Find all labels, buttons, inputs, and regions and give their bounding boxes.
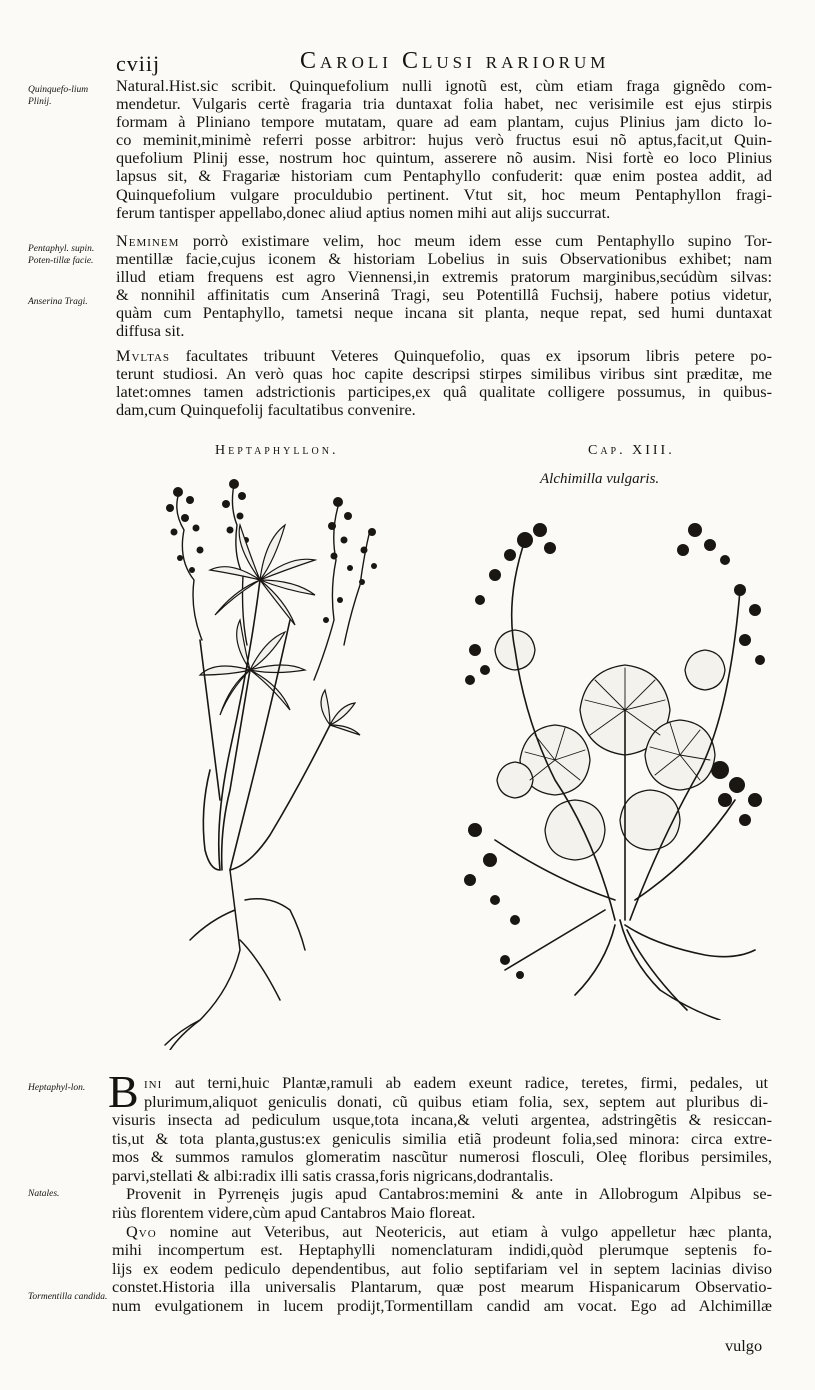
- text-line: co meminit,minimè referri posse arbitror: hujus verò fructus esui nõ aptus,facit,ut Quin-: [116, 130, 772, 150]
- folio-number: cviij: [116, 51, 161, 76]
- lead-word: Mvltas: [116, 346, 171, 365]
- text-line: riùs florentem videre,cùm apud Cantabros Maio floreat.: [112, 1202, 476, 1222]
- margin-note-quinquefolium: Quinquefo-lium Plinij.: [28, 85, 89, 107]
- text-line: terunt studiosi. An verò quas hoc capite descripsi stirpes similibus viribus sint præditæ, me: [116, 364, 772, 384]
- text-line: illud etiam frequens est agro Viennensi,in extremis pratorum marginibus,secúdùm silvas:: [116, 267, 772, 287]
- lead-word: Neminem: [116, 231, 180, 250]
- chapter-number: Cap. XIII.: [588, 443, 675, 458]
- text-line: ferum tantisper appellabo,donec aliud aptius nomen mihi aut alijs succurrat.: [116, 202, 611, 222]
- text-line: diffusa sit.: [116, 321, 185, 341]
- text-line: formam à Pliniano tempore mutatam, quare ad eam plantam, cujus Plinius jam dicto lo-: [116, 112, 772, 132]
- paragraph-bini: [112, 1111, 772, 1316]
- paragraph-quinquefolium: [116, 77, 772, 222]
- text-line: Qvo nomine aut Veteribus, aut Neotericis, aut etiam à vulgo appelletur hæc planta,: [126, 1221, 772, 1241]
- paragraph-multas: [116, 347, 772, 419]
- text-line: Quinquefolium vulgare proculdubio pertinent. Vtut sit, hoc meum Pentaphyllon fragi-: [116, 184, 772, 204]
- text-line: latet:omnes tamen adstrictionis participes,ex quâ qualitate colligere possumus, in quibus-: [116, 382, 772, 402]
- catchword: vulgo: [725, 1336, 763, 1355]
- paragraph-bini-first-lines: [144, 1074, 768, 1111]
- lead-word: Qvo: [126, 1221, 157, 1241]
- text-line: & nonnihil affinitatis cum Anserinâ Tragi, seu Potentillâ Fuchsij, habere potius videtur,: [116, 285, 772, 305]
- text-line: quàm cum Pentaphyllo, tametsi neque incana sit planta, neque repat, sed humi duntaxat: [116, 303, 772, 323]
- drop-cap: B: [108, 1066, 139, 1117]
- text-line: quefolium Plinij esse, nostrum hoc quintum, asserere nõ ausim. Nisi fortè eo loco Plinius: [116, 148, 772, 168]
- paragraph-neminem: [116, 232, 772, 341]
- text-line: mihi incompertum est. Heptaphylli nomenclaturam indidi,quòd plerumque septenis fo-: [112, 1240, 772, 1260]
- text-line: dam,cum Quinquefolij facultatibus convenire.: [116, 400, 416, 420]
- alchimilla-woodcut: [455, 500, 775, 1020]
- text-line: mendetur. Vulgaris certè fragaria tria duntaxat folia habet, nec verisimile est ejus stirpis: [116, 94, 772, 114]
- text-line: ini aut terni,huic Plantæ,ramuli ab eadem exeunt radice, teretes, firmi, pedales, ut: [144, 1073, 768, 1092]
- lead-word: ini: [144, 1073, 163, 1092]
- running-head: Caroli Clusi rariorum: [300, 48, 610, 74]
- margin-note-pentaphyllum: Pentaphyl. supin. Poten-tillæ facie.: [28, 244, 95, 266]
- text-line: constet.Historia illa universalis Plantarum, quæ post mearum Hispanicarum Observatio-: [112, 1277, 772, 1297]
- text-line: Natural.Hist.sic scribit. Quinquefolium nulli ignotũ est, cùm etiam fraga gignẽdo com-: [116, 76, 772, 95]
- text-line: parvi,stellati & albi:radix illi satis crassa,foris nigricans,dodrantalis.: [112, 1165, 554, 1185]
- figure-caption-alchimilla: Alchimilla vulgaris.: [540, 471, 660, 487]
- text-line: Provenit in Pyrrenęis jugis apud Cantabros:memini & ante in Allobrogum Alpibus se-: [126, 1184, 772, 1204]
- text-line: tis,ut & tota planta,gustus:ex geniculis similia etiã prodeunt folia,sed minora: circa extre-: [112, 1128, 772, 1148]
- heptaphyllon-woodcut: [140, 470, 400, 1050]
- margin-note-tormentilla: Tormentilla candida.: [28, 1292, 108, 1302]
- margin-note-natales: Natales.: [28, 1189, 60, 1199]
- text-line: Neminem porrò existimare velim, hoc meum idem esse cum Pentaphyllo supino Tor-: [116, 231, 772, 250]
- text-line: mentillæ facie,cujus iconem & historiam Lobelius in suis Observationibus exhibet; nam: [116, 249, 772, 269]
- text-line: mos & summos ramulos glomeratim nascũtur numerosi flosculi, Oleę floribus persimiles,: [112, 1147, 772, 1167]
- text-line: lapsus sit, & Fragariæ historiam cum Pentaphyllo confuderit: quæ enim postea addit, ad: [116, 166, 772, 186]
- text-line: visuris insecta ad pediculum usque,tota incana,& veluti argentea, adstringẽtis & resiccan-: [112, 1110, 772, 1129]
- text-line: plurimum,aliquot geniculis donati, cũ quibus etiam folia, sex, septem aut pluribus di-: [144, 1091, 768, 1111]
- margin-note-heptaphyllon: Heptaphyl-lon.: [28, 1083, 86, 1093]
- text-line: lijs ex eodem pediculo dependentibus, aut folio septifariam vel in septem lacinias diviso: [112, 1258, 772, 1278]
- text-line: num evulgationem in lucem prodijt,Tormentillam candid am vocat. Ego ad Alchimillæ: [112, 1295, 772, 1315]
- text-line: Mvltas facultates tribuunt Veteres Quinquefolio, quas ex ipsorum libris petere po-: [116, 346, 772, 365]
- margin-note-anserina: Anserina Tragi.: [28, 297, 88, 307]
- figure-caption-heptaphyllon: Heptaphyllon.: [215, 443, 339, 458]
